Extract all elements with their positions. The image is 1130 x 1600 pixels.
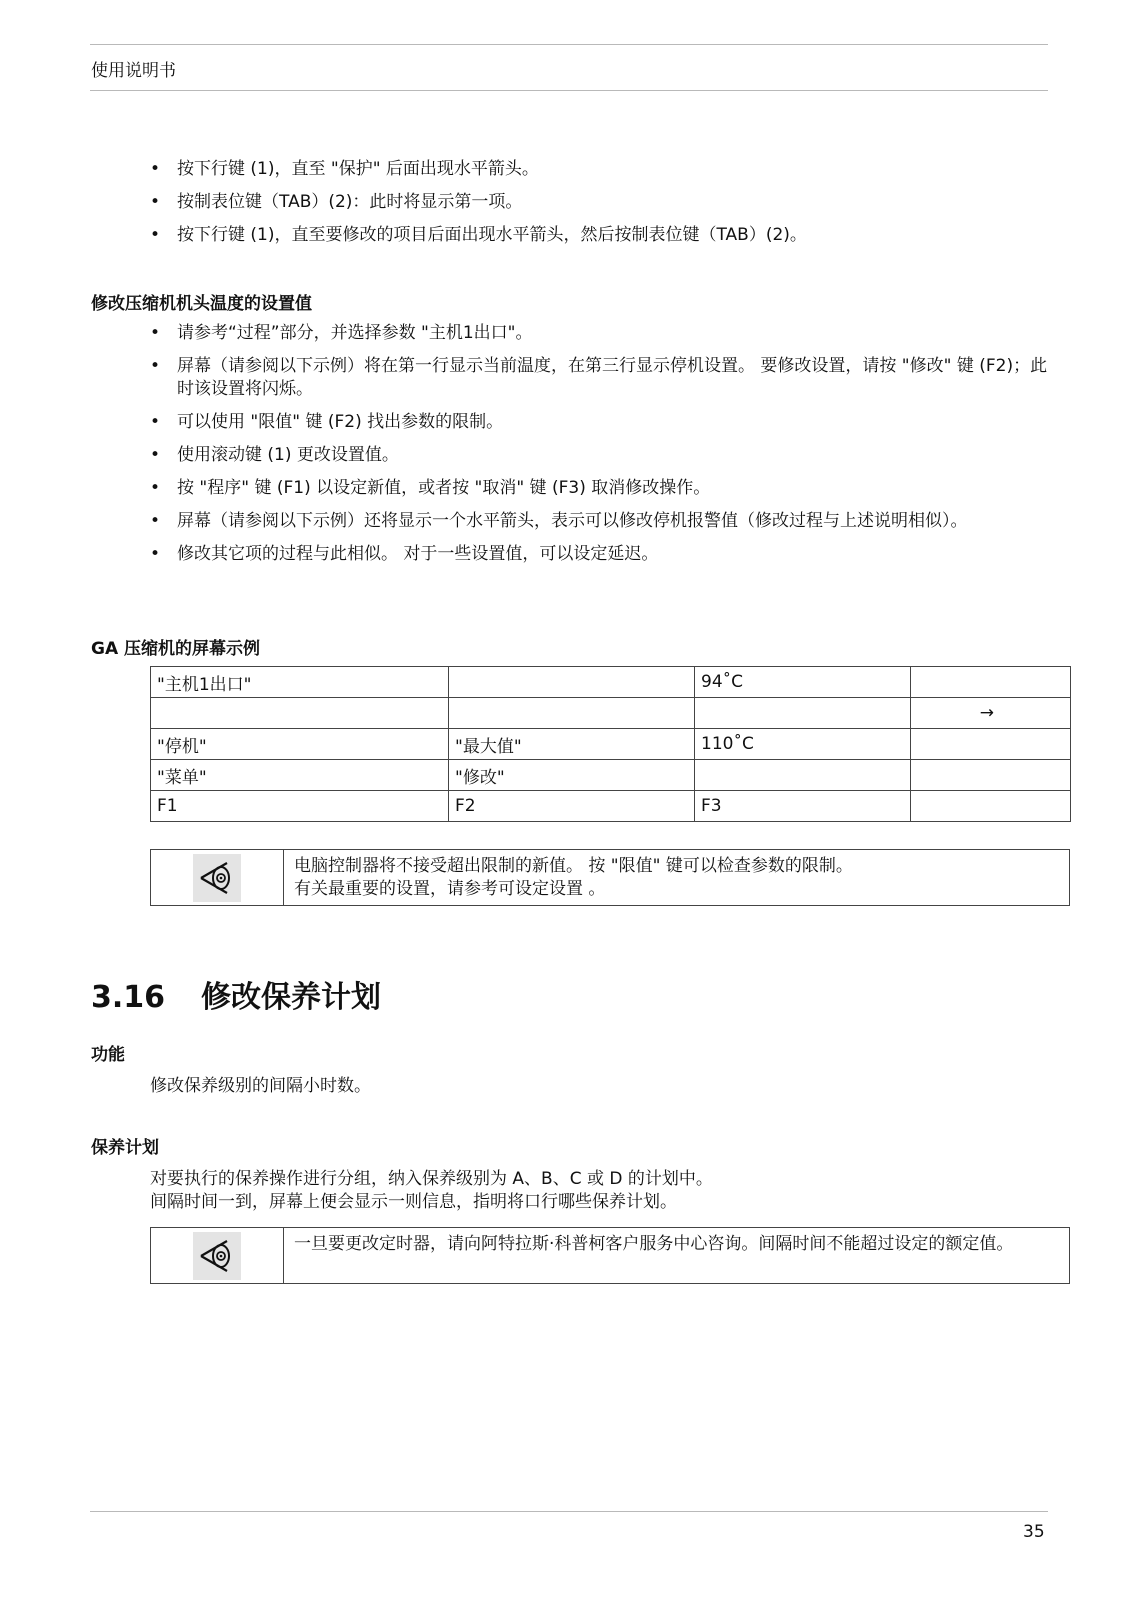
- section-title: [91, 972, 381, 1016]
- plan-heading: 保养计划: [91, 1138, 159, 1158]
- list-item: • 按下行键 (1)，直至要修改的项目后面出现水平箭头，然后按制表位键（TAB）(2)。: [150, 224, 1055, 247]
- list-item: • 屏幕（请参阅以下示例）将在第一行显示当前温度，在第三行显示停机设置。 要修改设置，请按 "修改" 键 (F2)；此时该设置将闪烁。: [150, 355, 1055, 401]
- note-text: [284, 850, 1069, 905]
- bullet-list-top: [150, 158, 1055, 247]
- table-cell: [911, 760, 1071, 791]
- table-cell: 110˚C: [695, 729, 911, 760]
- note-box-timer: [150, 1227, 1070, 1284]
- table-cell: [911, 791, 1071, 822]
- table-cell: [449, 667, 695, 698]
- table-cell: "菜单": [151, 760, 449, 791]
- function-heading: 功能: [91, 1045, 125, 1065]
- table-cell: [695, 760, 911, 791]
- note-icon-cell: [151, 1228, 284, 1283]
- plan-line: 对要执行的保养操作进行分组，纳入保养级别为 A、B、C 或 D 的计划中。: [150, 1169, 713, 1189]
- table-cell: F3: [695, 791, 911, 822]
- table-row: [151, 760, 1071, 791]
- plan-line: 间隔时间一到，屏幕上便会显示一则信息，指明将口行哪些保养计划。: [150, 1192, 677, 1212]
- table-row: [151, 667, 1071, 698]
- list-item: • 可以使用 "限值" 键 (F2) 找出参数的限制。: [150, 411, 1055, 434]
- table-cell: "最大值": [449, 729, 695, 760]
- table-cell: "停机": [151, 729, 449, 760]
- table-row: [151, 698, 1071, 729]
- note-box-limits: [150, 849, 1070, 906]
- table-cell: [449, 698, 695, 729]
- table-cell: [911, 667, 1071, 698]
- list-item: • 请参考“过程”部分，并选择参数 "主机1出口"。: [150, 322, 1055, 345]
- table-cell: [911, 729, 1071, 760]
- arrow-right-icon: →: [911, 698, 1071, 729]
- list-item: • 按下行键 (1)，直至 "保护" 后面出现水平箭头。: [150, 158, 1055, 181]
- page-number: 35: [1023, 1522, 1045, 1542]
- table-row: [151, 729, 1071, 760]
- table-row: [151, 791, 1071, 822]
- eye-note-icon: [193, 854, 241, 902]
- function-text: 修改保养级别的间隔小时数。: [150, 1076, 371, 1096]
- list-item: • 使用滚动键 (1) 更改设置值。: [150, 444, 1055, 467]
- table-cell: [695, 698, 911, 729]
- screen-example-table: [150, 666, 1071, 822]
- header-title: 使用说明书: [91, 61, 176, 81]
- header-rule-bottom: [90, 90, 1048, 91]
- bullet-list-compressor: [150, 322, 1055, 566]
- header-rule-top: [90, 44, 1048, 45]
- list-item: • 按 "程序" 键 (F1) 以设定新值，或者按 "取消" 键 (F3) 取消修改操作。: [150, 477, 1055, 500]
- note-line: 电脑控制器将不接受超出限制的新值。 按 "限值" 键可以检查参数的限制。: [294, 856, 853, 876]
- compressor-heading: 修改压缩机机头温度的设置值: [91, 294, 312, 314]
- note-text: 一旦要更改定时器，请向阿特拉斯·科普柯客户服务中心咨询。间隔时间不能超过设定的额定值。: [294, 1234, 1014, 1254]
- table-cell: "修改": [449, 760, 695, 791]
- section-title-text: 修改保养计划: [201, 980, 381, 1015]
- table-cell: F2: [449, 791, 695, 822]
- screen-example-heading: GA 压缩机的屏幕示例: [91, 639, 261, 659]
- eye-note-icon: [193, 1232, 241, 1280]
- table-cell: [151, 698, 449, 729]
- list-item: • 按制表位键（TAB）(2)：此时将显示第一项。: [150, 191, 1055, 214]
- note-line: 有关最重要的设置，请参考可设定设置 。: [294, 879, 606, 899]
- list-item: • 修改其它项的过程与此相似。 对于一些设置值，可以设定延迟。: [150, 543, 1055, 566]
- table-cell: 94˚C: [695, 667, 911, 698]
- note-icon-cell: [151, 850, 284, 905]
- list-item: • 屏幕（请参阅以下示例）还将显示一个水平箭头，表示可以修改停机报警值（修改过程与上述说明相似）。: [150, 510, 1055, 533]
- table-cell: "主机1出口": [151, 667, 449, 698]
- section-number: 3.16: [91, 980, 166, 1015]
- footer-rule: [90, 1511, 1048, 1512]
- table-cell: F1: [151, 791, 449, 822]
- plan-text: [150, 1168, 713, 1214]
